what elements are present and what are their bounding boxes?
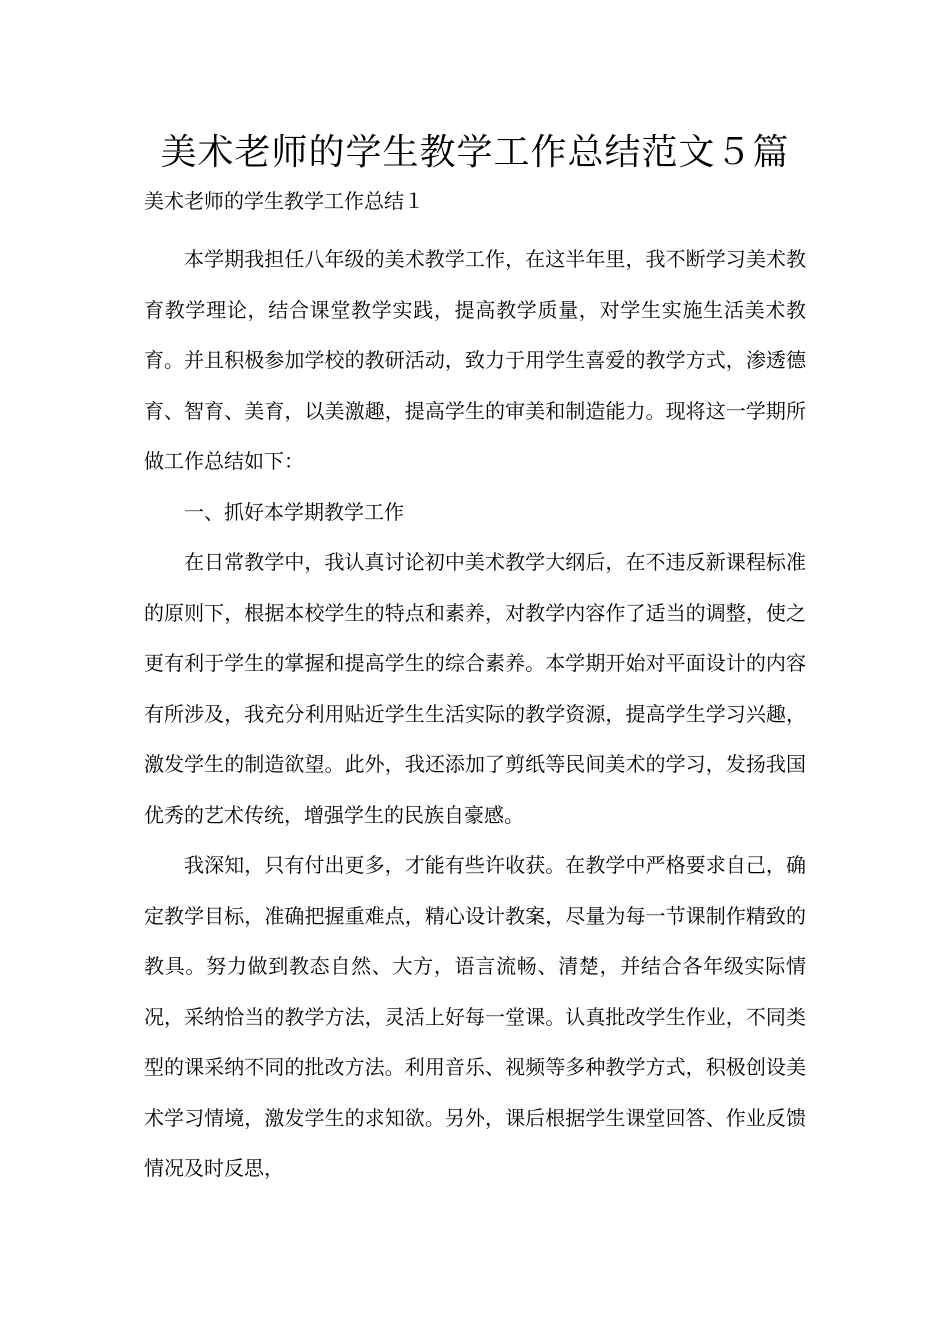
- paragraph-reflection: 我深知，只有付出更多，才能有些许收获。在教学中严格要求自己，确定教学目标，准确把握重难点，精心设计教案，尽量为每一节课制作精致的教具。努力做到教态自然、大方，语言流畅、清楚，并结合各年级实际情况，采纳恰当的教学方法，灵活上好每一堂课。认真批改学生作业，不同类型的课采纳不同的批改方法。利用音乐、视频等多种教学方式，积极创设美术学习情境，激发学生的求知欲。另外，课后根据学生课堂回答、作业反馈情况及时反思，: [144, 853, 806, 1180]
- paragraph-intro: 本学期我担任八年级的美术教学工作，在这半年里，我不断学习美术教育教学理论，结合课堂教学实践，提高教学质量，对学生实施生活美术教育。并且积极参加学校的教研活动，致力于用学生喜爱的教学方式，渗透德育、智育、美育，以美激趣，提高学生的审美和制造能力。现将这一学期所做工作总结如下：: [144, 247, 806, 473]
- document-body: [144, 234, 806, 1194]
- paragraph-teaching: 在日常教学中，我认真讨论初中美术教学大纲后，在不违反新课程标准的原则下，根据本校学生的特点和素养，对教学内容作了适当的调整，使之更有利于学生的掌握和提高学生的综合素养。本学期开始对平面设计的内容有所涉及，我充分利用贴近学生生活实际的教学资源，提高学生学习兴趣，激发学生的制造欲望。此外，我还添加了剪纸等民间美术的学习，发扬我国优秀的艺术传统，增强学生的民族自豪感。: [144, 550, 806, 827]
- document-subtitle: 美术老师的学生教学工作总结１: [144, 189, 424, 213]
- section-heading: 一、抓好本学期教学工作: [184, 499, 404, 524]
- document-title: 美术老师的学生教学工作总结范文５篇: [160, 132, 790, 173]
